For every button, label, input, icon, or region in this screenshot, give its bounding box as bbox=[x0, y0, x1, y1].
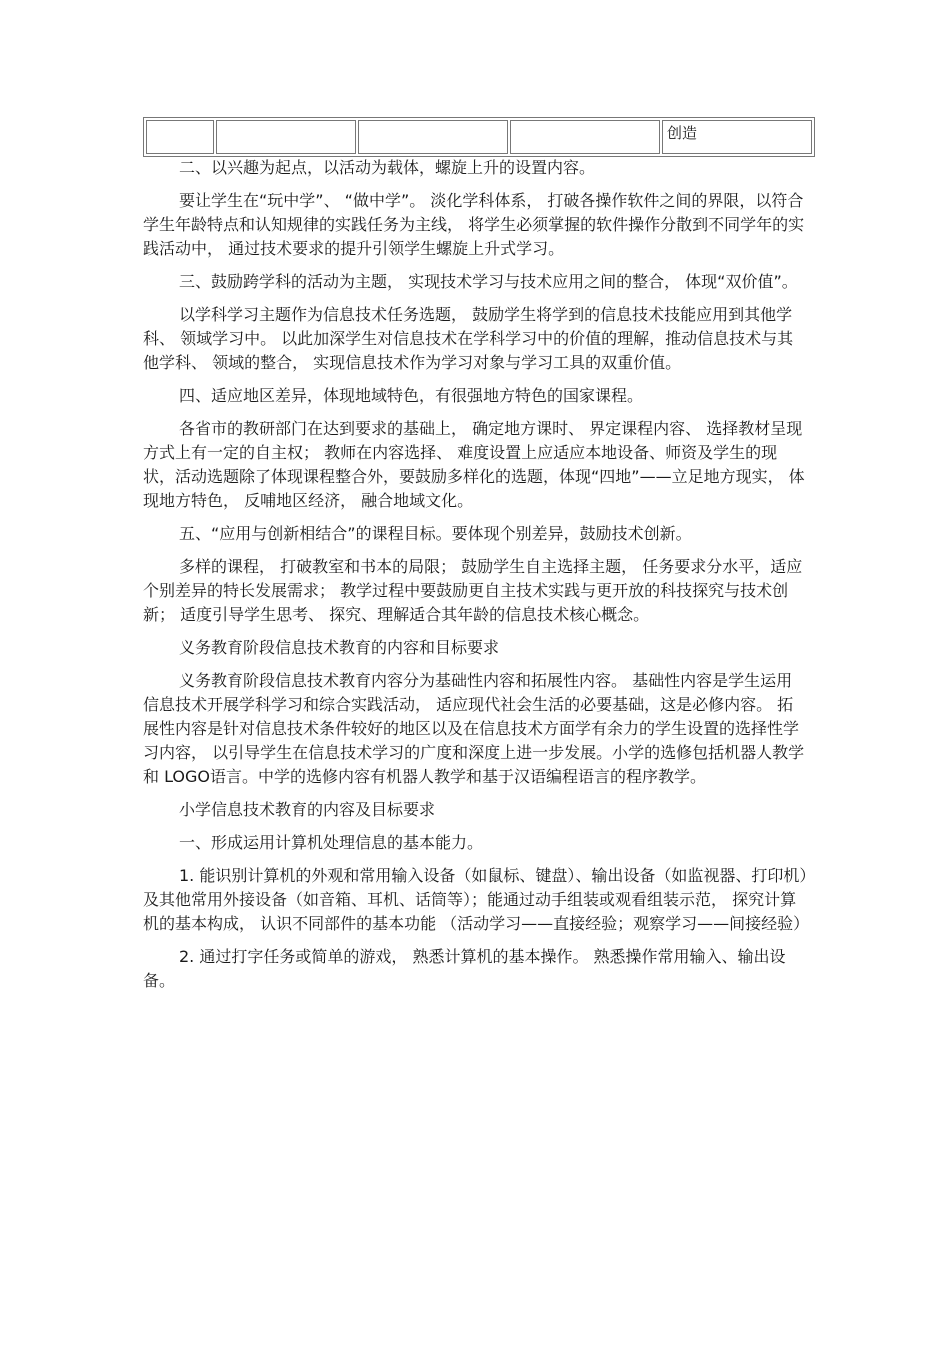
top-table bbox=[143, 117, 815, 157]
section-title: 义务教育阶段信息技术教育的内容和目标要求 bbox=[179, 638, 500, 657]
section-title: 小学信息技术教育的内容及目标要求 bbox=[179, 800, 436, 819]
table-cell bbox=[358, 120, 508, 154]
table-cell bbox=[216, 120, 356, 154]
body-paragraph: 各省市的教研部门在达到要求的基础上， 确定地方课时、 界定课程内容、 选择教材呈现方式上有一定的自主权； 教师在内容选择、 难度设置上应适应本地设备、师资及学生的现状，活动选题除了体现课程整合外，要鼓励多样化的选题，体现“四地”——立足地方现实， 体现地方特色， 反哺地区经济， 融合地域文化。 bbox=[143, 419, 805, 510]
body-paragraph: 要让学生在“玩中学”、 “做中学”。 淡化学科体系， 打破各操作软件之间的界限，以符合学生年龄特点和认知规律的实践任务为主线， 将学生必须掌握的软件操作分散到不同学年的实践活动中， 通过技术要求的提升引领学生螺旋上升式学习。 bbox=[143, 191, 805, 258]
list-item: 1. 能识别计算机的外观和常用输入设备（如鼠标、键盘）、输出设备（如监视器、打印机）及其他常用外接设备（如音箱、耳机、话筒等）；能通过动手组装或观看组装示范， 探究计算机的基本构成， 认识不同部件的基本功能 （活动学习——直接经验；观察学习——间接经验） bbox=[143, 866, 810, 933]
body-paragraph: 以学科学习主题作为信息技术任务选题， 鼓励学生将学到的信息技术技能应用到其他学科、 领域学习中。 以此加深学生对信息技术在学科学习中的价值的理解，推动信息技术与其他学科、 领域的整合， 实现信息技术作为学习对象与学习工具的双重价值。 bbox=[143, 305, 794, 372]
list-item: 2. 通过打字任务或简单的游戏， 熟悉计算机的基本操作。 熟悉操作常用输入、输出设备。 bbox=[143, 947, 786, 990]
table-cell bbox=[146, 120, 214, 154]
document-body bbox=[143, 156, 808, 993]
body-paragraph: 义务教育阶段信息技术教育内容分为基础性内容和拓展性内容。 基础性内容是学生运用信息技术开展学科学习和综合实践活动， 适应现代社会生活的必要基础，这是必修内容。 拓展性内容是针对信息技术条件较好的地区以及在信息技术方面学有余力的学生设置的选择性学习内容， 以引导学生在信息技术学习的广度和深度上进一步发展。小学的选修包括机器人教学和 LOGO语言。中学的选修内容有机器人教学和基于汉语编程语言的程序教学。 bbox=[143, 671, 805, 786]
heading-paragraph: 四、适应地区差异，体现地域特色，有很强地方特色的国家课程。 bbox=[179, 386, 644, 405]
heading-paragraph: 一、形成运用计算机处理信息的基本能力。 bbox=[179, 833, 484, 852]
body-paragraph: 多样的课程， 打破教室和书本的局限； 鼓励学生自主选择主题， 任务要求分水平，适应个别差异的特长发展需求； 教学过程中要鼓励更自主技术实践与更开放的科技探究与技术创新； 适度引导学生思考、 探究、理解适合其年龄的信息技术核心概念。 bbox=[143, 557, 803, 624]
heading-paragraph: 五、“应用与创新相结合”的课程目标。要体现个别差异，鼓励技术创新。 bbox=[179, 524, 692, 543]
table-cell bbox=[510, 120, 660, 154]
table-cell: 创造 bbox=[662, 120, 812, 154]
heading-paragraph: 三、鼓励跨学科的活动为主题， 实现技术学习与技术应用之间的整合， 体现“双价值”。 bbox=[179, 272, 798, 291]
table-row bbox=[146, 120, 812, 154]
heading-paragraph: 二、以兴趣为起点，以活动为载体，螺旋上升的设置内容。 bbox=[179, 158, 596, 177]
